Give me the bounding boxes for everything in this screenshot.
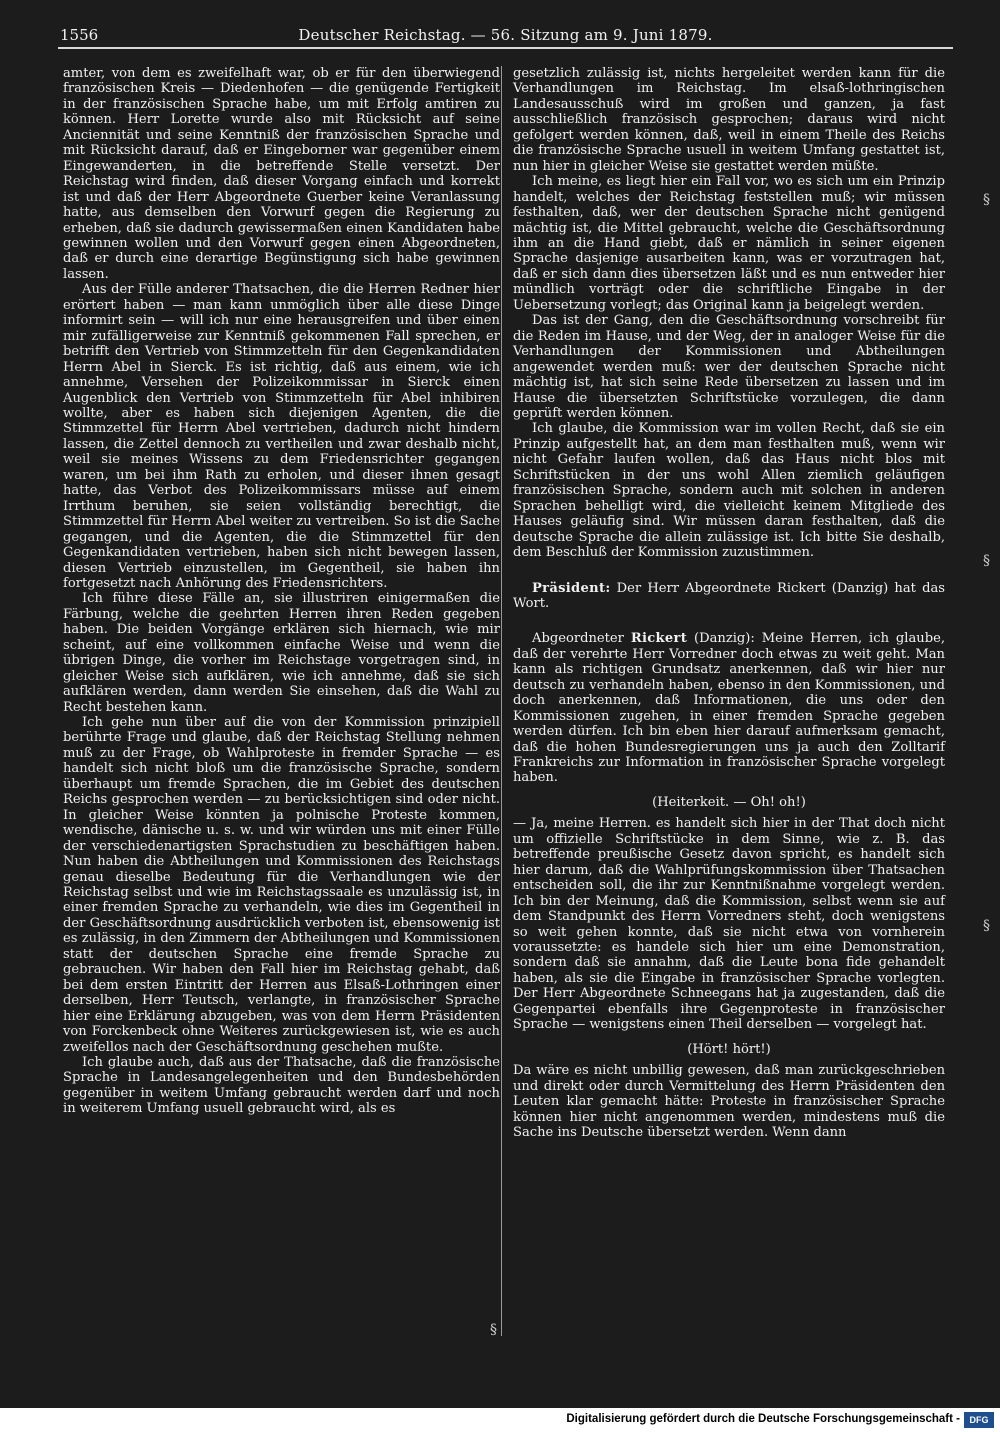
margin-mark: § [983, 918, 990, 934]
column-divider [501, 66, 502, 1336]
speaker-name: Präsident: [531, 580, 611, 596]
left-column [63, 66, 500, 1117]
page-header [58, 25, 953, 49]
interjection: (Hört! hört!) [687, 1041, 771, 1057]
paragraph: gesetzlich zulässig ist, nichts hergeleitet werden kann für die Verhandlungen im Reichstag. Im elsaß-lothringischen Landesausschuß wird im großen und ganzen, ja fast ausschließlich französisch gesprochen; daraus wird nicht gefolgert werden können, daß, weil in einem Theile des Reichs die französische Sprache usuell in weitem Umfang gestattet ist, nun hier in gleicher Weise sie gestattet werden müßte. [513, 66, 945, 174]
paragraph: Ich führe diese Fälle an, sie illustriren einigermaßen die Färbung, welche die geehrten Herren ihren Reden gegeben haben. Die beiden Vorgänge erklären sich hiernach, wie mir scheint, auf eine vollkommen einfache Weise und wenn die übrigen Dinge, die vorher im Reichstage vorgetragen sind, in gleicher Weise sich aufklären, wie ich annehme, daß sie sich aufklären werden, dann werden Sie einsehen, daß die Wahl zu Recht bestehen kann. [63, 591, 500, 715]
paragraph: Ich glaube auch, daß aus der Thatsache, daß die französische Sprache in Landesangelegenheiten und den Bundesbehörden gegenüber in weitem Umfang gebraucht werden darf und noch in weiterem Umfang usuell gebraucht wird, als es [63, 1055, 500, 1117]
dfg-logo: DFG [964, 1412, 994, 1428]
margin-mark: § [983, 192, 990, 208]
paragraph: Aus der Fülle anderer Thatsachen, die die Herren Redner hier erörtert haben — man kann unmöglich über alle diese Dinge informirt sein — will ich nur eine herausgreifen und über einen mir zufälligerweise zur Kenntniß gekommenen Fall sprechen, er betrifft den Vertrieb von Stimmzetteln für den Gegenkandidaten Herrn Abel in Sierck. Es ist richtig, daß aus einem, wie ich annehme, Versehen der Polizeikommissar in Sierck einen Augenblick den Vertrieb von Stimmzetteln für Abel inhibiren wollte, aber es haben sich diejenigen Agenten, die die Stimmzettel für Herrn Abel vertrieben, dadurch nicht hindern lassen, die Zettel dennoch zu vertheilen und zwar deshalb nicht, weil sie meines Wissens zu dem Friedensrichter gegangen waren, um bei ihm Rath zu erholen, und dieser ihnen gesagt hatte, das Verbot des Polizeikommissars müsse auf einem Irrthum beruhen, sie seien vollständig berechtigt, die Stimmzettel für Herrn Abel weiter zu vertreiben. So ist die Sache gegangen, und die Agenten, die die Stimmzettel für den Gegenkandidaten vertrieben, haben sich nicht bewegen lassen, diesen Vertrieb einzustellen, im Gegentheil, sie haben ihn fortgesetzt nach Anhörung des Friedensrichters. [63, 282, 500, 591]
paragraph: Da wäre es nicht unbillig gewesen, daß man zurückgeschrieben und direkt oder durch Vermittelung des Herrn Präsidenten den Leuten klar gemacht hätte: Proteste in französischer Sprache können hier nicht angenommen werden, mindestens muß die Sache ins Deutsche übersetzt werden. Wenn dann [513, 1063, 945, 1140]
page-number: 1556 [60, 26, 99, 44]
funding-notice: Digitalisierung gefördert durch die Deutsche Forschungsgemeinschaft - [566, 1413, 960, 1425]
speaker-name: Rickert [630, 631, 688, 647]
paragraph: — Ja, meine Herren. es handelt sich hier in der That doch nicht um offizielle Schriftstücke in dem Sinne, wie z. B. das betreffende preußische Gesetz davon spricht, es handelt sich hier darum, daß die Wahlprüfungskommission über Thatsachen entscheiden soll, die ihr zur Kenntnißnahme vorgelegt werden. Ich bin der Meinung, daß die Kommission, selbst wenn sie auf dem Standpunkt des Herrn Vorredners steht, doch wenigstens so weit gehen konnte, daß sie nicht etwa von vornherein voraussetzte: es handele sich hier um eine Demonstration, sondern daß sie annahm, daß die Leute bona fide gehandelt haben, als sie die Eingabe in französischer Sprache vorlegten. Der Herr Abgeordnete Schneegans hat ja zugestanden, daß die Gegenpartei ebenfalls ihre Gegenproteste in französischer Sprache — wenigstens einen Theil derselben — vorgelegt hat. [513, 816, 945, 1033]
footer-bar [0, 1408, 1000, 1432]
speaker-paragraph-rickert [513, 631, 945, 786]
right-column [513, 66, 945, 1140]
speech-text: (Danzig): Meine Herren, ich glaube, daß der verehrte Herr Vorredner doch etwas zu weit geht. Man kann als richtigen Grundsatz anerkennen, daß wir hier nur deutsch zu verhandeln haben, ebenso in den Kommissionen, und doch anerkennen, daß Informationen, die uns oder den Kommissionen zugehen, in einer fremden Sprache gegeben werden dürfen. Ich bin eben hier darauf aufmerksam gemacht, daß die hohen Bundesregierungen uns ja auch den Zolltarif Frankreichs zur Information in französischer Sprache vorgelegt haben. [513, 631, 945, 786]
speech-text: Der Herr Abgeordnete Rickert (Danzig) hat das Wort. [513, 580, 945, 611]
margin-mark: § [983, 553, 990, 569]
paragraph: Ich meine, es liegt hier ein Fall vor, wo es sich um ein Prinzip handelt, welches der Reichstag feststellen muß; wir müssen festhalten, daß, wer der deutschen Sprache nicht genügend mächtig ist, die Mittel gebraucht, welche die Geschäftsordnung ihm an die Hand giebt, daß er nämlich in seiner eigenen Sprache dasjenige ausarbeiten kann, was er vorzutragen hat, daß er sich dann dies übersetzen läßt und es nun entweder hier mündlich vorträgt oder die schriftliche Eingabe in der Uebersetzung vorlegt; das Original kann ja beigelegt werden. [513, 174, 945, 313]
speaker-paragraph-president [513, 581, 945, 612]
speaker-prefix: Abgeordneter [531, 631, 631, 647]
paragraph: amter, von dem es zweifelhaft war, ob er für den überwiegend französischen Kreis — Diedenhofen — die genügende Fertigkeit in der französischen Sprache habe, um mit Erfolg amtiren zu können. Herr Lorette wurde also mit Rücksicht auf seine Anciennität und seine Kenntniß der französischen Sprache und mit Rücksicht darauf, daß er Eingeborner war gegenüber einem Eingewanderten, in die betreffende Stelle versetzt. Der Reichstag wird finden, daß dieser Vorgang einfach und korrekt ist und daß der Herr Abgeordnete Guerber keine Veranlassung hatte, aus demselben den Vorwurf gegen die Regierung zu erheben, daß sie dadurch gewissermaßen einen Kandidaten habe gewinnen wollen und den Vorwurf gegen einen Abgeordneten, daß er durch eine derartige Begünstigung sich habe gewinnen lassen. [63, 66, 500, 282]
running-title: Deutscher Reichstag. — 56. Sitzung am 9. Juni 1879. [298, 26, 713, 44]
paragraph: Das ist der Gang, den die Geschäftsordnung vorschreibt für die Reden im Hause, und der Weg, der in analoger Weise für die Verhandlungen der Kommissionen und Abtheilungen angewendet werden muß: wer der deutschen Sprache nicht mächtig ist, hat sich seine Rede übersetzen zu lassen und im Hause die übersetzten Schriftstücke vorzulegen, die dann geprüft werden können. [513, 313, 945, 421]
interjection: (Heiterkeit. — Oh! oh!) [652, 794, 806, 810]
margin-mark: § [490, 1322, 497, 1338]
paragraph: Ich gehe nun über auf die von der Kommission prinzipiell berührte Frage und glaube, daß der Reichstag Stellung nehmen muß zu der Frage, ob Wahlproteste in fremder Sprache — es handelt sich nicht bloß um die französische Sprache, sondern überhaupt um fremde Sprachen, die im Gebiet des deutschen Reichs gesprochen werden — zu berücksichtigen sind oder nicht. In gleicher Weise könnten ja polnische Proteste kommen, wendische, dänische u. s. w. und wir würden uns mit einer Fülle der verschiedenartigsten Sprachstudien zu beschäftigen haben. Nun haben die Abtheilungen und Kommissionen des Reichstags genau dieselbe Bedeutung für die Verhandlungen wie der Reichstag selbst und wie im Reichstagssaale es unzulässig ist, in einer fremden Sprache zu verhandeln, wie dies im Gegentheil in der Geschäftsordnung ausdrücklich verboten ist, ebensowenig ist es zulässig, in den Zimmern der Abtheilungen und Kommissionen statt der deutschen Sprache eine fremde Sprache zu gebrauchen. Wir haben den Fall hier im Reichstag gehabt, daß bei dem ersten Eintritt der Herren aus Elsaß-Lothringen einer derselben, Herr Teutsch, verlangte, in französischer Sprache hier eine Erklärung abzugeben, was von dem Herrn Präsidenten von Forckenbeck ohne Weiteres zurückgewiesen ist, wie es auch zweifellos nach der Geschäftsordnung geschehen mußte. [63, 715, 500, 1055]
paragraph: Ich glaube, die Kommission war im vollen Recht, daß sie ein Prinzip aufgestellt hat, an dem man festhalten muß, wenn wir nicht Gefahr laufen wollen, daß das Haus nicht blos mit Schriftstücken in der uns wohl Allen ziemlich geläufigen französischen Sprache, sondern auch mit solchen in anderen Sprachen behelligt wird, die vielleicht keinem Mitgliede des Hauses geläufig sind. Wir müssen daran festhalten, daß die deutsche Sprache die allein zulässige ist. Ich bitte Sie deshalb, dem Beschluß der Kommission zuzustimmen. [513, 421, 945, 561]
